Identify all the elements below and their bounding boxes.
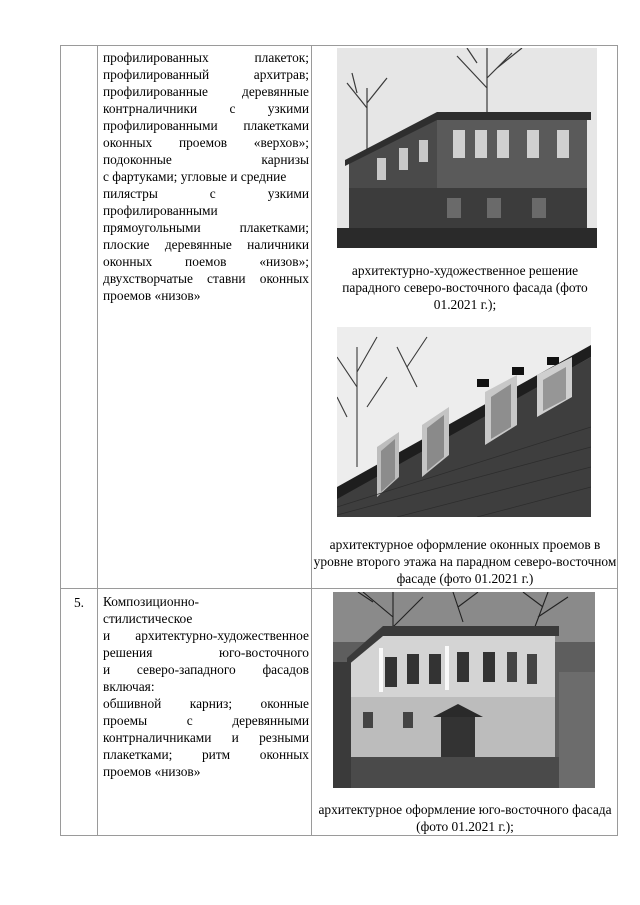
description-line: включая: bbox=[103, 679, 155, 694]
description-line: решения юго-восточного bbox=[103, 645, 309, 660]
description-line: плоские деревянные наличники bbox=[103, 237, 309, 252]
photo-caption: архитектурное оформление юго-восточного фасада (фото 01.2021 г.); bbox=[318, 802, 612, 834]
description-line: оконных поемов «низов»; bbox=[103, 254, 309, 269]
southeast-facade-photo bbox=[333, 592, 595, 788]
description-line: профилированные деревянные bbox=[103, 84, 309, 99]
photo-caption: архитектурно-художественное решение парадного северо-восточного фасада (фото 01.2021 г.); bbox=[342, 263, 588, 312]
description-line: и северо-западного фасадов bbox=[103, 662, 309, 677]
description-line: обшивной карниз; оконные bbox=[103, 696, 309, 711]
table-border-bottom bbox=[60, 835, 618, 836]
description-line: контрналичники с узкими bbox=[103, 101, 309, 116]
description-line: проемов «низов» bbox=[103, 288, 201, 303]
description-line: с фартуками; угловые и средние bbox=[103, 169, 287, 184]
table-border-left bbox=[60, 45, 61, 836]
column-divider-1 bbox=[97, 45, 98, 836]
row-description bbox=[103, 593, 309, 780]
description-line: прямоугольными плакетками; bbox=[103, 220, 309, 235]
window-openings-photo bbox=[337, 327, 591, 517]
row-number: 5. bbox=[73, 595, 85, 610]
description-line: стилистическое bbox=[103, 611, 193, 626]
description-line: оконных проемов «верхов»; bbox=[103, 135, 309, 150]
column-divider-2 bbox=[311, 45, 312, 836]
description-line: подоконные карнизы bbox=[103, 152, 309, 167]
description-line: Композиционно- bbox=[103, 594, 200, 609]
description-line: проемы с деревянными bbox=[103, 713, 309, 728]
table-border-right bbox=[617, 45, 618, 836]
row-divider bbox=[60, 588, 618, 589]
description-line: профилированными bbox=[103, 203, 218, 218]
description-line: и архитектурно-художественное bbox=[103, 628, 309, 643]
building-facade-photo bbox=[337, 48, 597, 248]
description-line: плакетками; ритм оконных bbox=[103, 747, 309, 762]
description-line: проемов «низов» bbox=[103, 764, 201, 779]
row-description bbox=[103, 49, 309, 304]
description-line: контрналичниками и резными bbox=[103, 730, 309, 745]
photo-caption: архитектурное оформление оконных проемов в уровне второго этажа на парадном северо-восточном фасаде (фото 01.2021 г.) bbox=[313, 537, 617, 586]
description-line: профилированный архитрав; bbox=[103, 67, 309, 82]
description-line: двухстворчатые ставни оконных bbox=[103, 271, 309, 286]
description-line: профилированных плакеток; bbox=[103, 50, 309, 65]
description-line: профилированными плакетками bbox=[103, 118, 309, 133]
description-line: пилястры с узкими bbox=[103, 186, 309, 201]
table-border-top bbox=[60, 45, 618, 46]
